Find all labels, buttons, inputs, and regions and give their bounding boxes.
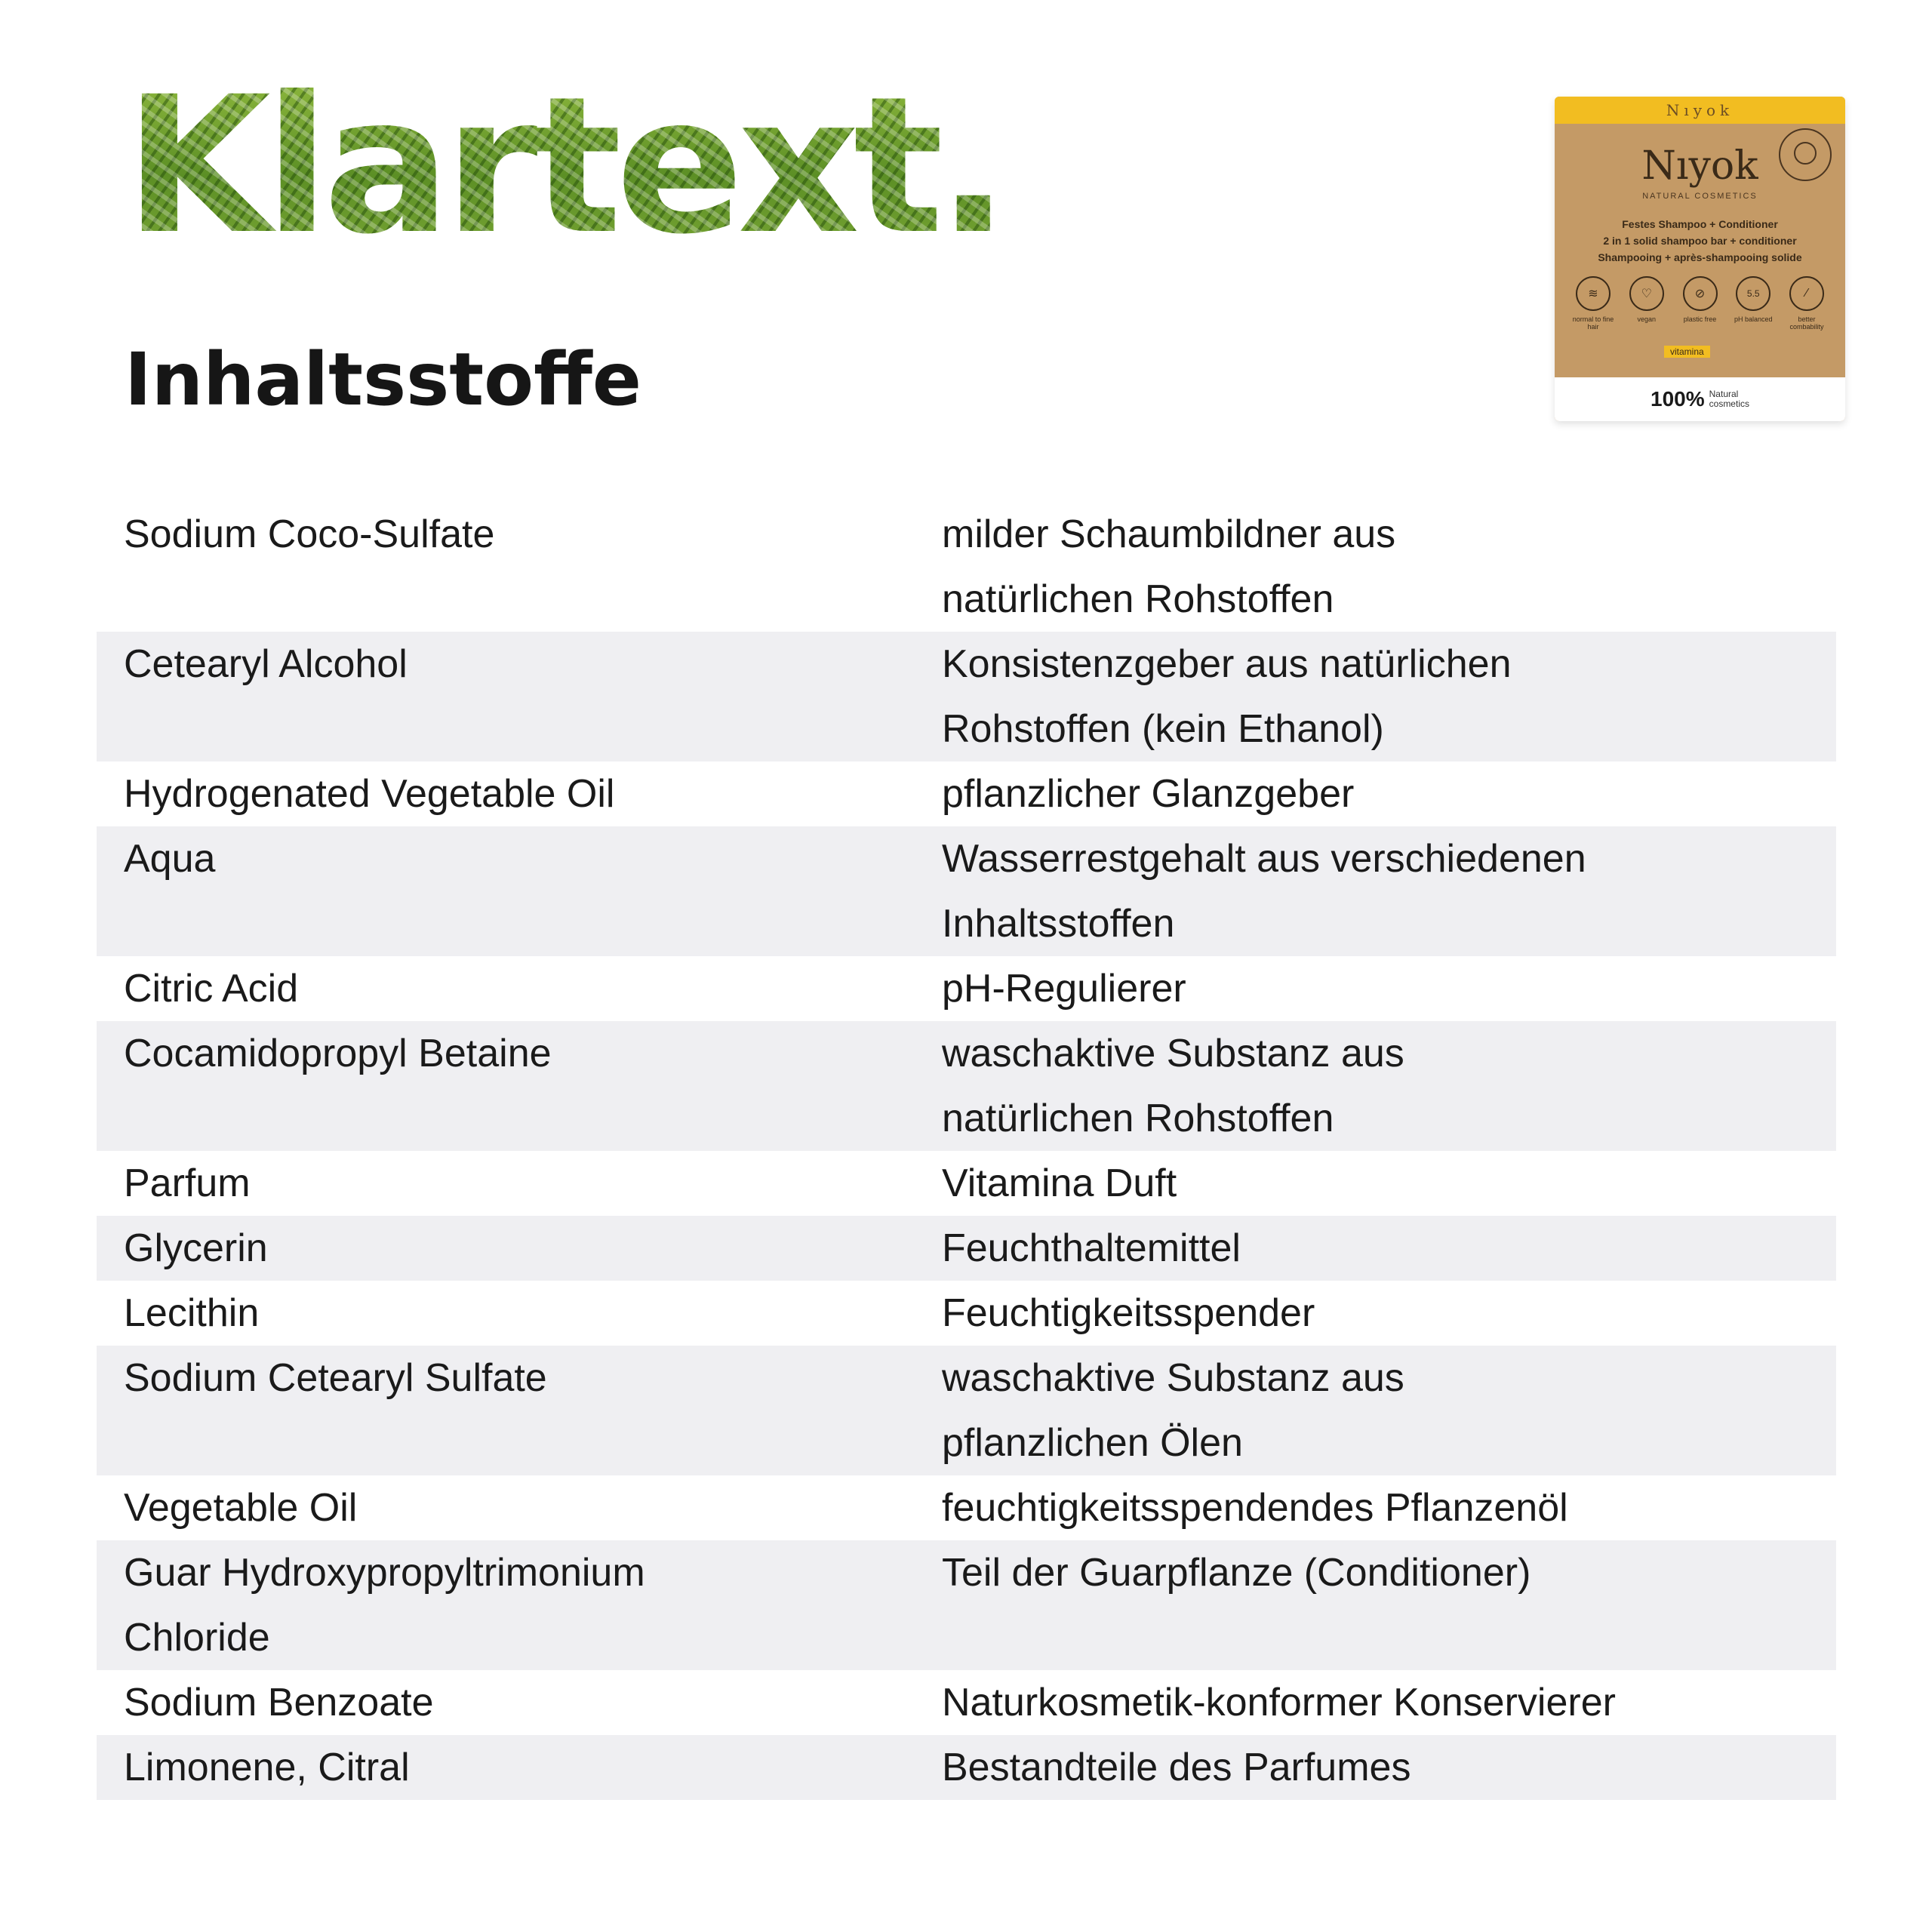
- ingredient-name: Sodium Benzoate: [124, 1681, 434, 1724]
- ingredient-description: Konsistenzgeber aus natürlichen Rohstoffen (kein Ethanol): [942, 642, 1512, 751]
- ingredient-name: Citric Acid: [124, 967, 299, 1011]
- headline: Klartext.: [125, 56, 1004, 275]
- table-row: [97, 1281, 1836, 1346]
- ingredient-description: feuchtigkeitsspendendes Pflanzenöl: [942, 1486, 1568, 1530]
- ingredient-name: Vegetable Oil: [124, 1486, 358, 1530]
- ingredient-description: waschaktive Substanz aus pflanzlichen Ölen: [942, 1356, 1404, 1465]
- product-brand-small: Nıyok: [1666, 101, 1734, 119]
- ingredient-name: Sodium Coco-Sulfate: [124, 512, 495, 556]
- ingredient-description: Vitamina Duft: [942, 1161, 1177, 1205]
- ingredient-name: Sodium Cetearyl Sulfate: [124, 1356, 547, 1400]
- product-brand: Nıyok: [1641, 143, 1758, 189]
- ingredient-description: Feuchtigkeitsspender: [942, 1291, 1315, 1335]
- ingredient-description: Naturkosmetik-konformer Konservierer: [942, 1681, 1616, 1724]
- table-row: [97, 1216, 1836, 1281]
- table-row: [97, 1670, 1836, 1735]
- ingredient-description: pflanzlicher Glanzgeber: [942, 772, 1355, 816]
- ingredient-name: Glycerin: [124, 1226, 268, 1270]
- product-icons: [1570, 276, 1830, 331]
- ingredient-name: Parfum: [124, 1161, 251, 1205]
- product-feature-label: better combability: [1789, 315, 1824, 331]
- product-variant: vitamina: [1664, 346, 1710, 358]
- table-row: [97, 1021, 1836, 1151]
- hair-waves-icon: ≋: [1576, 276, 1611, 311]
- ingredient-name: Guar Hydroxypropyltrimonium Chloride: [124, 1551, 645, 1660]
- product-bottom-label: [1555, 377, 1845, 421]
- natural-text: [1709, 389, 1749, 409]
- table-row: [97, 632, 1836, 761]
- ingredient-name: Cetearyl Alcohol: [124, 642, 408, 686]
- ingredient-name: Cocamidopropyl Betaine: [124, 1032, 552, 1075]
- ingredient-table: [97, 502, 1836, 1800]
- vegan-heart-icon: ♡: [1629, 276, 1664, 311]
- natural-line: cosmetics: [1709, 398, 1749, 409]
- ingredient-name: Limonene, Citral: [124, 1746, 410, 1789]
- ph-icon: 5.5: [1736, 276, 1770, 311]
- ingredient-description: Wasserrestgehalt aus verschiedenen Inhaltsstoffen: [942, 837, 1586, 946]
- product-subtitle: NATURAL COSMETICS: [1642, 192, 1758, 201]
- table-row: [97, 1475, 1836, 1540]
- ingredient-name: Hydrogenated Vegetable Oil: [124, 772, 615, 816]
- product-description-line: 2 in 1 solid shampoo bar + conditioner: [1603, 235, 1797, 247]
- product-feature: [1730, 276, 1777, 331]
- ingredient-description: pH-Regulierer: [942, 967, 1186, 1011]
- ingredient-description: Feuchthaltemittel: [942, 1226, 1241, 1270]
- product-feature: [1783, 276, 1830, 331]
- product-feature: [1623, 276, 1670, 331]
- natural-line: Natural: [1709, 389, 1739, 399]
- table-row: [97, 826, 1836, 956]
- ingredient-description: Teil der Guarpflanze (Conditioner): [942, 1551, 1531, 1595]
- product-feature-label: vegan: [1637, 315, 1657, 323]
- natural-percent: 100%: [1651, 387, 1705, 411]
- product-description: [1555, 216, 1845, 266]
- comb-icon: ⁄: [1789, 276, 1824, 311]
- table-row: [97, 956, 1836, 1021]
- product-description-line: Festes Shampoo + Conditioner: [1622, 218, 1778, 230]
- product-feature: [1677, 276, 1724, 331]
- product-image: [1555, 97, 1845, 421]
- table-row: [97, 1735, 1836, 1800]
- product-feature-label: pH balanced: [1734, 315, 1773, 323]
- table-row: [97, 502, 1836, 632]
- ingredient-description: waschaktive Substanz aus natürlichen Rohstoffen: [942, 1032, 1404, 1140]
- product-feature-label: plastic free: [1683, 315, 1717, 323]
- product-description-line: Shampooing + après-shampooing solide: [1598, 251, 1802, 263]
- table-row: [97, 1540, 1836, 1670]
- table-row: [97, 761, 1836, 826]
- ingredient-description: milder Schaumbildner aus natürlichen Rohstoffen: [942, 512, 1396, 621]
- section-title: Inhaltsstoffe: [125, 337, 641, 422]
- table-row: [97, 1346, 1836, 1475]
- table-row: [97, 1151, 1836, 1216]
- ingredient-name: Lecithin: [124, 1291, 260, 1335]
- product-feature: [1570, 276, 1617, 331]
- ingredient-name: Aqua: [124, 837, 216, 881]
- ingredient-description: Bestandteile des Parfumes: [942, 1746, 1411, 1789]
- plastic-free-icon: ⊘: [1683, 276, 1718, 311]
- product-feature-label: normal to fine hair: [1572, 315, 1614, 331]
